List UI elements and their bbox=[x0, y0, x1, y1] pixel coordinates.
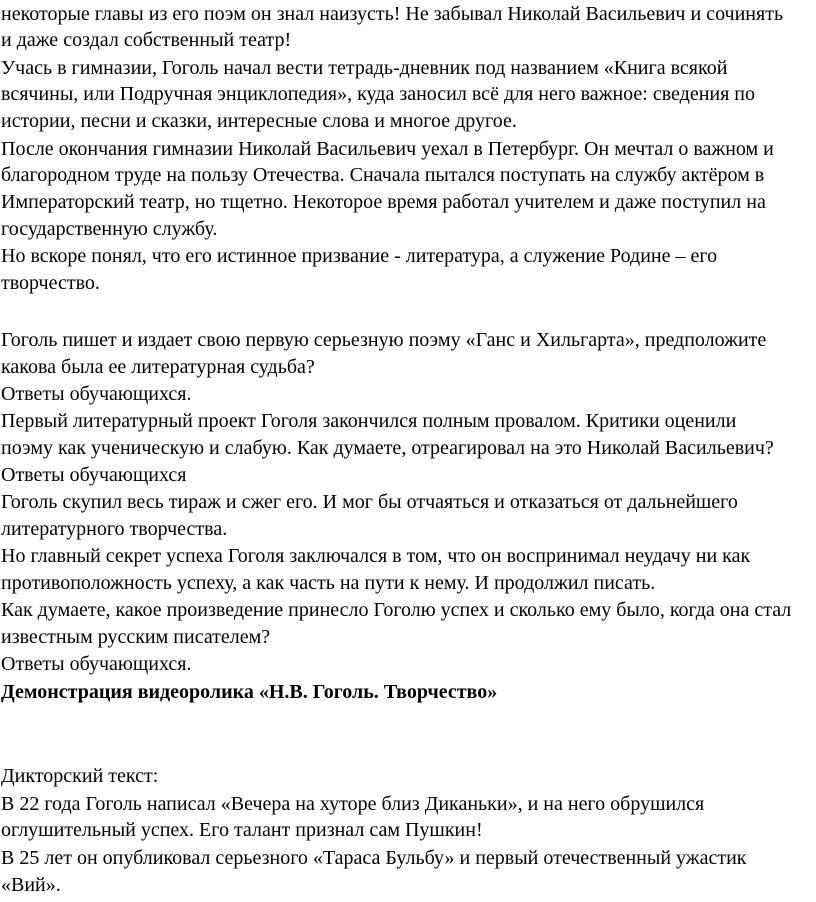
text-line: некоторые главы из его поэм он знал наизусть! Не забывал Николай Васильевич и сочинять bbox=[1, 3, 784, 25]
text-line: поэму как ученическую и слабую. Как думаете, отреагировал на это Николай Васильевич? bbox=[1, 437, 774, 459]
text-line: творчество. bbox=[1, 272, 100, 294]
text-line: Как думаете, какое произведение принесло Гоголю успех и сколько ему было, когда она стал bbox=[1, 599, 792, 621]
text-line: Первый литературный проект Гоголя закончился полным провалом. Критики оценили bbox=[1, 410, 737, 432]
text-line: Ответы обучающихся. bbox=[1, 383, 192, 405]
text-line: литературного творчества. bbox=[1, 518, 228, 540]
text-line: Ответы обучающихся bbox=[1, 464, 187, 486]
text-line: истории, песни и сказки, интересные слова и многое другое. bbox=[1, 110, 517, 132]
text-line: противоположность успеху, а как часть на пути к нему. И продолжил писать. bbox=[1, 572, 656, 594]
section-heading: Демонстрация видеоролика «Н.В. Гоголь. Творчество» bbox=[1, 681, 498, 703]
text-line: оглушительный успех. Его талант признал сам Пушкин! bbox=[1, 819, 483, 841]
text-line: После окончания гимназии Николай Васильевич уехал в Петербург. Он мечтал о важном и bbox=[1, 138, 774, 160]
text-line: Ответы обучающихся. bbox=[1, 653, 192, 675]
text-line: «Вий». bbox=[1, 874, 61, 896]
text-line: Дикторский текст: bbox=[1, 765, 159, 787]
text-line: государственную службу. bbox=[1, 218, 218, 240]
text-line: В 25 лет он опубликовал серьезного «Тараса Бульбу» и первый отечественный ужастик bbox=[1, 847, 747, 869]
text-line: Гоголь скупил весь тираж и сжег его. И мог бы отчаяться и отказаться от дальнейшего bbox=[1, 491, 738, 513]
text-line: Императорский театр, но тщетно. Некоторое время работал учителем и даже поступил на bbox=[1, 191, 766, 213]
text-line: благородном труде на пользу Отечества. Сначала пытался поступать на службу актёром в bbox=[1, 164, 765, 186]
text-line: известным русским писателем? bbox=[1, 626, 271, 648]
text-line: всячины, или Подручная энциклопедия», куда заносил всё для него важное: сведения по bbox=[1, 83, 756, 105]
text-line: Учась в гимназии, Гоголь начал вести тетрадь-дневник под названием «Книга всякой bbox=[1, 57, 728, 79]
text-line: В 22 года Гоголь написал «Вечера на хуторе близ Диканьки», и на него обрушился bbox=[1, 793, 705, 815]
text-line: и даже создал собственный театр! bbox=[1, 29, 292, 51]
text-line: какова была ее литературная судьба? bbox=[1, 356, 315, 378]
text-line: Но вскоре понял, что его истинное призвание - литература, а служение Родине – его bbox=[1, 245, 718, 267]
text-line: Но главный секрет успеха Гоголя заключался в том, что он воспринимал неудачу ни как bbox=[1, 545, 751, 567]
text-line: Гоголь пишет и издает свою первую серьезную поэму «Ганс и Хильгарта», предположите bbox=[1, 329, 767, 351]
